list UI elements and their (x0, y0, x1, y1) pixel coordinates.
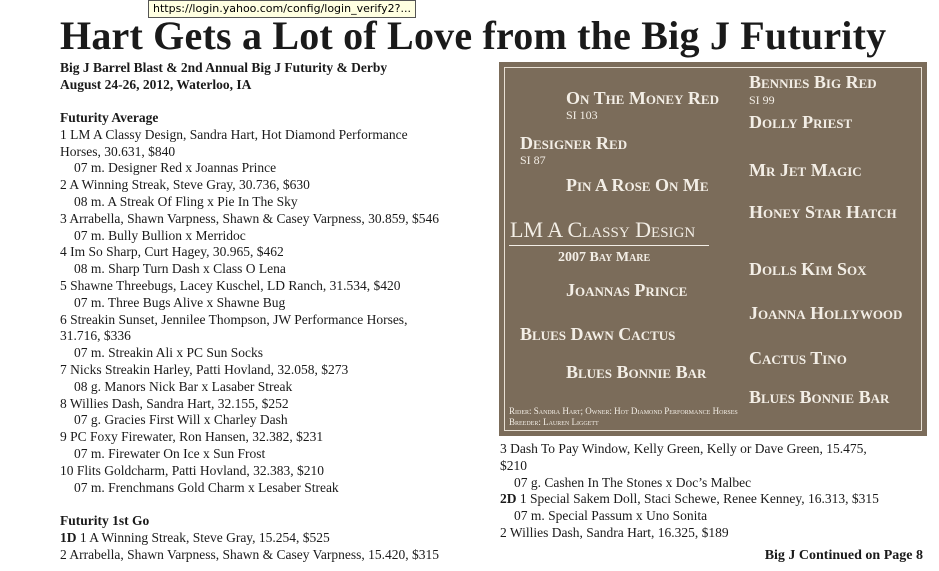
pedigree-sire-si: SI 87 (520, 153, 546, 167)
result-line: $210 (500, 457, 527, 473)
result-line: 3 Arrabella, Shawn Varpness, Shawn & Casey Varpness, 30.859, $546 (60, 210, 439, 226)
result-text: 1 A Winning Streak, Steve Gray, 15.254, $525 (76, 530, 330, 546)
breeding-line: 07 m. Bully Bullion x Merridoc (74, 227, 246, 243)
pedigree-ggd4: Blues Bonnie Bar (749, 387, 890, 407)
results-right-column (500, 441, 879, 542)
pedigree-ggd1: Dolls Kim Sox (749, 259, 867, 279)
pedigree-sire-sire-si: SI 103 (566, 108, 598, 122)
pedigree-sire: Designer Red (520, 133, 628, 153)
horse-name: LM A Classy Design (510, 217, 696, 242)
pedigree-ggs3: Mr Jet Magic (749, 160, 862, 180)
result-line: 2 A Winning Streak, Steve Gray, 30.736, $630 (60, 177, 310, 193)
result-line: 6 Streakin Sunset, Jennilee Thompson, JW Performance Horses, (60, 311, 408, 327)
result-line: 4 Im So Sharp, Curt Hagey, 30.965, $462 (60, 244, 284, 260)
date-line: August 24-26, 2012, Waterloo, IA (60, 77, 252, 92)
pedigree-ggs4: Honey Star Hatch (749, 202, 897, 222)
article-headline: Hart Gets a Lot of Love from the Big J Futurity (60, 13, 887, 58)
futurity-1st-go-heading: Futurity 1st Go (60, 513, 150, 529)
breeding-line: 07 m. Designer Red x Joannas Prince (74, 160, 277, 176)
pedigree-ggs1-si: SI 99 (749, 93, 775, 107)
result-line: 5 Shawne Threebugs, Lacey Kuschel, LD Ranch, 31.534, $420 (60, 277, 401, 293)
result-line: 3 Dash To Pay Window, Kelly Green, Kelly or Dave Green, 15.475, (500, 441, 867, 456)
breeding-line: 07 m. Special Passum x Uno Sonita (514, 508, 708, 524)
result-line: 8 Willies Dash, Sandra Hart, 32.155, $252 (60, 395, 289, 411)
pedigree-ggs2: Dolly Priest (749, 112, 853, 132)
division-label: 2D (500, 491, 517, 507)
result-line: 9 PC Foxy Firewater, Ron Hansen, 32.382, $231 (60, 429, 324, 445)
breeding-line: 07 g. Cashen In The Stones x Doc’s Malbec (514, 474, 752, 490)
result-line: 2 Arrabella, Shawn Varpness, Shawn & Casey Varpness, 15.420, $315 (60, 546, 439, 562)
pedigree-ggd3: Cactus Tino (749, 348, 847, 368)
result-line: 31.716, $336 (60, 328, 131, 344)
result-text: 1 Special Sakem Doll, Staci Schewe, Renee Kenney, 16.313, $315 (516, 491, 879, 507)
breeding-line: 07 m. Frenchmans Gold Charm x Lesaber Streak (74, 479, 339, 495)
results-left-column (60, 110, 439, 564)
breeding-line: 07 g. Gracies First Will x Charley Dash (74, 412, 288, 428)
pedigree-sire-sire: On The Money Red (566, 88, 719, 108)
pedigree-panel (499, 62, 927, 436)
horse-description: 2007 Bay Mare (558, 250, 651, 265)
breeding-line: 07 m. Firewater On Ice x Sun Frost (74, 445, 266, 461)
pedigree-dam: Blues Dawn Cactus (520, 324, 676, 344)
result-line: 1 LM A Classy Design, Sandra Hart, Hot Diamond Performance (60, 126, 408, 142)
breeding-line: 08 m. A Streak Of Fling x Pie In The Sky (74, 193, 298, 209)
pedigree-ggs1: Bennies Big Red (749, 72, 877, 92)
futurity-average-list (60, 127, 439, 497)
breeding-line: 07 m. Three Bugs Alive x Shawne Bug (74, 294, 286, 310)
result-line (60, 530, 439, 547)
pedigree-ggd2: Joanna Hollywood (749, 303, 903, 323)
result-line: 7 Nicks Streakin Harley, Patti Hovland, 32.058, $273 (60, 361, 349, 377)
futurity-average-heading: Futurity Average (60, 110, 159, 125)
pedigree-credit-rider-owner: Rider: Sandra Hart; Owner: Hot Diamond Performance Horses (509, 406, 738, 416)
breeding-line: 08 g. Manors Nick Bar x Lasaber Streak (74, 378, 293, 394)
breeding-line: 07 m. Streakin Ali x PC Sun Socks (74, 345, 264, 361)
division-label: 1D (60, 530, 77, 546)
pedigree-sire-dam: Pin A Rose On Me (566, 175, 709, 195)
event-line: Big J Barrel Blast & 2nd Annual Big J Futurity & Derby (60, 60, 388, 75)
pedigree-dam-sire: Joannas Prince (566, 280, 688, 300)
breeding-line: 08 m. Sharp Turn Dash x Class O Lena (74, 261, 286, 277)
continued-note: Big J Continued on Page 8 (764, 548, 923, 563)
result-line: 2 Willies Dash, Sandra Hart, 16.325, $189 (500, 524, 729, 540)
result-line: 10 Flits Goldcharm, Patti Hovland, 32.383, $210 (60, 462, 324, 478)
horse-name-underline (509, 245, 709, 246)
pedigree-credit-breeder: Breeder: Lauren Liggett (509, 417, 599, 427)
pedigree-dam-dam: Blues Bonnie Bar (566, 362, 707, 382)
url-tooltip: https://login.yahoo.com/config/login_verify2?... (148, 0, 416, 18)
result-line: Horses, 30.631, $840 (60, 143, 176, 159)
result-line (500, 491, 879, 508)
